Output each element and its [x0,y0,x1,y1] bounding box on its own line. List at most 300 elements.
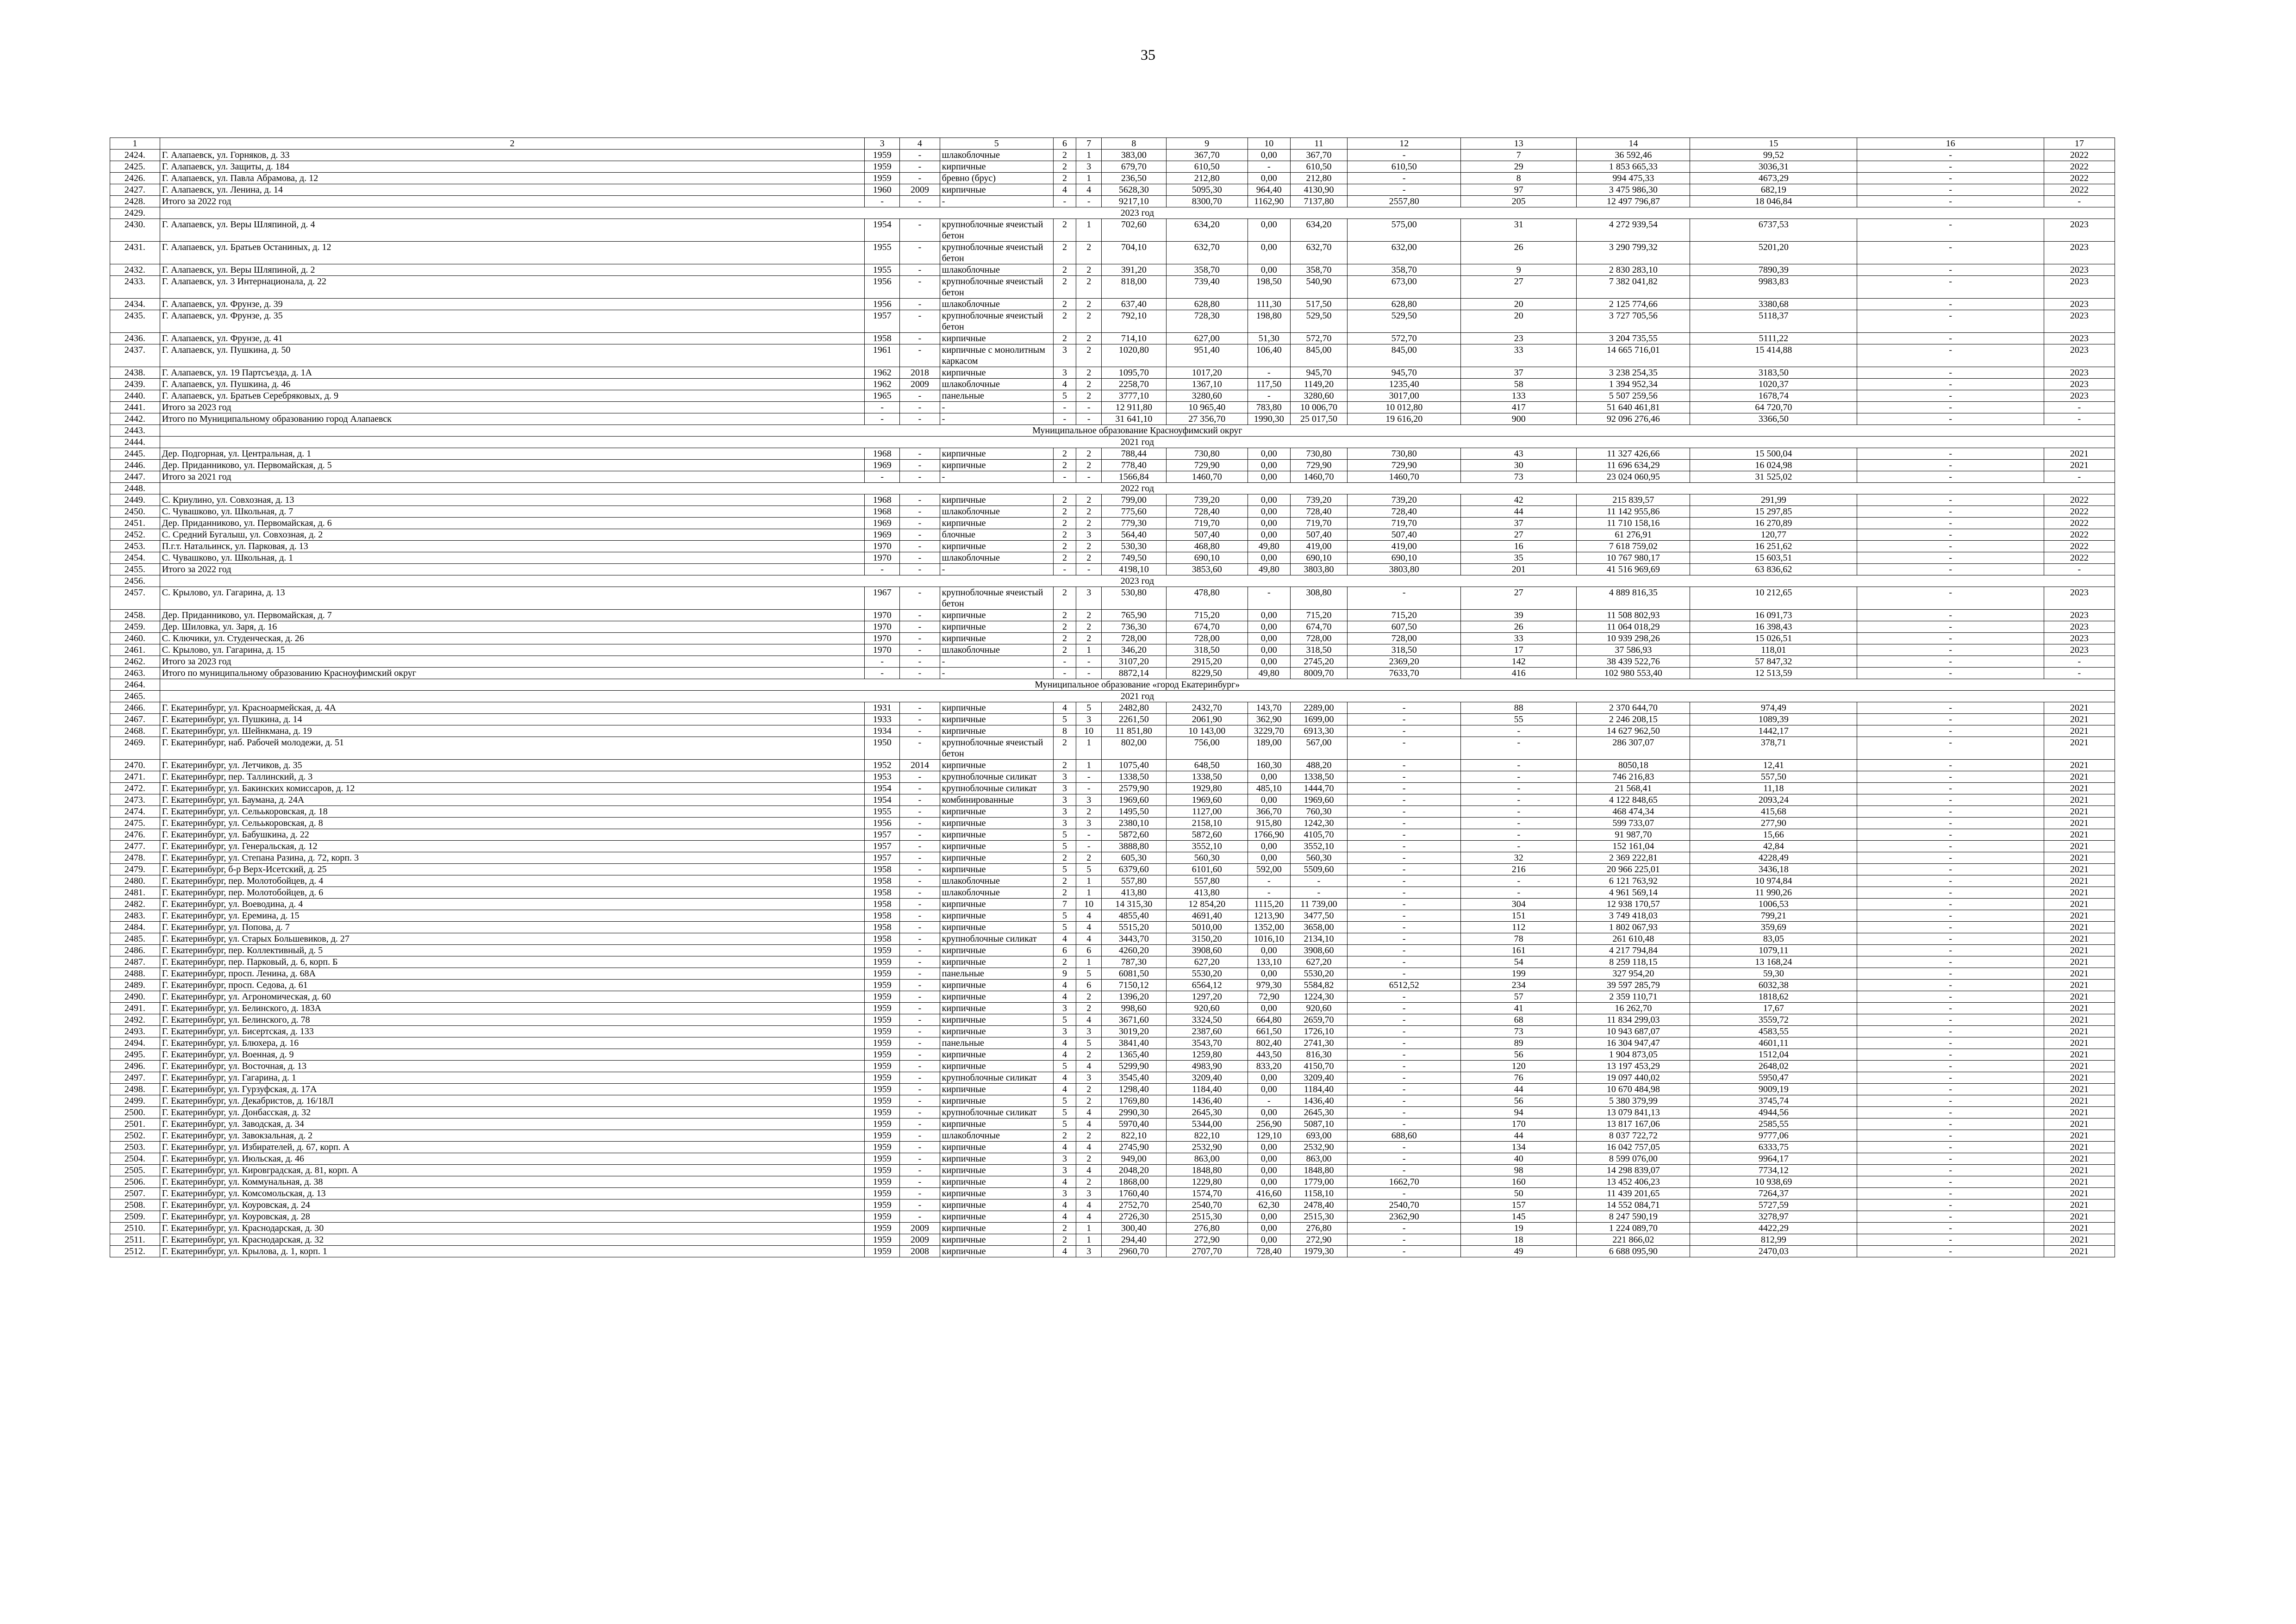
wall-material-cell: кирпичные [940,702,1053,714]
value-cell: 6913,30 [1290,725,1348,737]
value-cell: 170 [1461,1118,1577,1130]
row-number: 2483. [110,910,160,922]
value-cell: 2021 [2044,794,2115,806]
value-cell: 0,00 [1248,621,1290,633]
value-cell: 383,00 [1102,150,1166,161]
value-cell: 3559,72 [1690,1014,1857,1026]
value-cell: 1158,10 [1290,1188,1348,1199]
value-cell: 7734,12 [1690,1165,1857,1176]
value-cell: 2023 [2044,276,2115,299]
value-cell: - [900,1130,940,1142]
value-cell: 63 836,62 [1690,564,1857,575]
value-cell: 2021 [2044,818,2115,829]
value-cell: 19 097 440,02 [1577,1072,1690,1084]
value-cell: 5 [1053,390,1076,402]
value-cell: 5 [1053,1095,1076,1107]
value-cell: 7 382 041,82 [1577,276,1690,299]
value-cell: 5872,60 [1166,829,1248,841]
wall-material-cell: крупноблочные силикат [940,1107,1053,1118]
value-cell: 1953 [865,771,900,783]
value-cell: 979,30 [1248,980,1290,991]
value-cell: 4 961 569,14 [1577,887,1690,899]
value-cell: 783,80 [1248,402,1290,413]
value-cell: - [1857,184,2044,196]
wall-material-cell: - [940,402,1053,413]
value-cell: 690,10 [1348,552,1461,564]
wall-material-cell: кирпичные [940,864,1053,875]
value-cell: 2021 [2044,1165,2115,1176]
value-cell: 3 [1053,794,1076,806]
value-cell: 358,70 [1290,264,1348,276]
value-cell: - [1348,899,1461,910]
value-cell: - [865,471,900,483]
value-cell: 530,30 [1102,541,1166,552]
value-cell: 142 [1461,656,1577,668]
table-row [110,506,2115,518]
value-cell: 2021 [2044,1095,2115,1107]
value-cell: - [1857,219,2044,242]
value-cell: 2960,70 [1102,1246,1166,1257]
wall-material-cell: - [940,668,1053,679]
wall-material-cell: - [940,471,1053,483]
value-cell: 4150,70 [1290,1061,1348,1072]
value-cell: 0,00 [1248,968,1290,980]
value-cell: 688,60 [1348,1130,1461,1142]
value-cell: 4 [1076,1211,1102,1223]
value-cell: 2009 [900,1234,940,1246]
value-cell: 2048,20 [1102,1165,1166,1176]
value-cell: 2 [1053,956,1076,968]
value-cell: 2362,90 [1348,1211,1461,1223]
row-number: 2428. [110,196,160,207]
value-cell: 7150,12 [1102,980,1166,991]
table-row [110,299,2115,310]
value-cell: - [1461,818,1577,829]
value-cell: 2021 [2044,725,2115,737]
value-cell: 739,20 [1348,494,1461,506]
value-cell: 2 [1053,448,1076,460]
value-cell: 59,30 [1690,968,1857,980]
value-cell: 8 [1461,173,1577,184]
value-cell: - [900,390,940,402]
value-cell: 2 [1076,991,1102,1003]
value-cell: 2645,30 [1166,1107,1248,1118]
wall-material-cell: кирпичные [940,541,1053,552]
value-cell: 2 [1076,379,1102,390]
table-row [110,991,2115,1003]
value-cell: 1969 [865,518,900,529]
value-cell: 27 [1461,587,1577,610]
row-number: 2456. [110,575,160,587]
value-cell: 2 359 110,71 [1577,991,1690,1003]
table-row [110,1153,2115,1165]
address-cell: Г. Алапаевск, ул. Фрунзе, д. 41 [160,333,865,344]
value-cell: 5 [1076,968,1102,980]
wall-material-cell: кирпичные [940,161,1053,173]
value-cell: 2021 [2044,968,2115,980]
row-number: 2461. [110,644,160,656]
row-number: 2490. [110,991,160,1003]
value-cell: 2 [1076,518,1102,529]
value-cell: 690,10 [1290,552,1348,564]
value-cell: 2 [1076,541,1102,552]
value-cell: 2 [1076,1003,1102,1014]
value-cell: - [1348,737,1461,760]
value-cell: - [1857,299,2044,310]
wall-material-cell: кирпичные [940,1095,1053,1107]
column-number: 5 [940,138,1053,150]
table-row [110,864,2115,875]
wall-material-cell: шлакоблочные [940,150,1053,161]
value-cell: 2 [1053,333,1076,344]
value-cell: 2 [1053,1234,1076,1246]
wall-material-cell: кирпичные [940,448,1053,460]
value-cell: 5 [1053,1118,1076,1130]
value-cell: 2 [1053,644,1076,656]
value-cell: 3 [1053,1165,1076,1176]
section-row [110,679,2115,691]
value-cell: 1127,00 [1166,806,1248,818]
value-cell: 6 [1053,945,1076,956]
value-cell: 863,00 [1166,1153,1248,1165]
row-number: 2494. [110,1037,160,1049]
value-cell: 627,20 [1290,956,1348,968]
value-cell: - [1348,1026,1461,1037]
value-cell: 1760,40 [1102,1188,1166,1199]
value-cell: - [1857,264,2044,276]
value-cell: 2021 [2044,1003,2115,1014]
value-cell: 5628,30 [1102,184,1166,196]
value-cell: 58 [1461,379,1577,390]
value-cell: 10 [1076,725,1102,737]
value-cell: 702,60 [1102,219,1166,242]
table-row [110,644,2115,656]
value-cell: 572,70 [1290,333,1348,344]
value-cell: 215 839,57 [1577,494,1690,506]
row-number: 2492. [110,1014,160,1026]
address-cell: Г. Екатеринбург, пер. Коллективный, д. 5 [160,945,865,956]
value-cell: 0,00 [1248,518,1290,529]
value-cell: 2021 [2044,1061,2115,1072]
value-cell: 0,00 [1248,1234,1290,1246]
value-cell: 1967 [865,587,900,610]
value-cell: 2021 [2044,1153,2115,1165]
wall-material-cell: кирпичные [940,367,1053,379]
value-cell: 1961 [865,344,900,367]
value-cell: 3 [1053,344,1076,367]
value-cell: - [1053,471,1076,483]
value-cell: - [900,644,940,656]
wall-material-cell: кирпичные [940,922,1053,933]
wall-material-cell: кирпичные [940,1142,1053,1153]
value-cell: - [900,1037,940,1049]
value-cell: 2 246 208,15 [1577,714,1690,725]
value-cell: 0,00 [1248,529,1290,541]
value-cell: 111,30 [1248,299,1290,310]
table-row [110,276,2115,299]
value-cell: 2021 [2044,887,2115,899]
value-cell: 8 247 590,19 [1577,1211,1690,1223]
value-cell: 117,50 [1248,379,1290,390]
wall-material-cell: крупноблочные ячеистый бетон [940,242,1053,264]
value-cell: 2022 [2044,541,2115,552]
value-cell: - [1857,390,2044,402]
value-cell: 1968 [865,506,900,518]
value-cell: 300,40 [1102,1223,1166,1234]
value-cell: - [1857,991,2044,1003]
value-cell: 2 [1076,390,1102,402]
value-cell: 1958 [865,887,900,899]
value-cell: 507,40 [1290,529,1348,541]
value-cell: 120 [1461,1061,1577,1072]
column-number: 10 [1248,138,1290,150]
value-cell: 920,60 [1166,1003,1248,1014]
column-number: 14 [1577,138,1690,150]
row-number: 2488. [110,968,160,980]
value-cell: 2 [1053,633,1076,644]
value-cell: 2 [1053,541,1076,552]
value-cell: 2023 [2044,610,2115,621]
value-cell: 485,10 [1248,783,1290,794]
value-cell: 1229,80 [1166,1176,1248,1188]
value-cell: - [1857,621,2044,633]
value-cell: 39 [1461,610,1577,621]
value-cell: 7 618 759,02 [1577,541,1690,552]
value-cell: 1970 [865,621,900,633]
value-cell: 0,00 [1248,1003,1290,1014]
value-cell: 951,40 [1166,344,1248,367]
table-row [110,899,2115,910]
value-cell: 4198,10 [1102,564,1166,575]
row-number: 2501. [110,1118,160,1130]
value-cell: 358,70 [1348,264,1461,276]
value-cell: 1 853 665,33 [1577,161,1690,173]
address-cell: Г. Екатеринбург, ул. Красноармейская, д. 4А [160,702,865,714]
column-number: 13 [1461,138,1577,150]
value-cell: 2432,70 [1166,702,1248,714]
value-cell: 1779,00 [1290,1176,1348,1188]
value-cell: 1959 [865,1095,900,1107]
value-cell: 10 943 687,07 [1577,1026,1690,1037]
value-cell: - [900,1095,940,1107]
value-cell: - [1857,633,2044,644]
value-cell: 3209,40 [1290,1072,1348,1084]
value-cell: 0,00 [1248,1084,1290,1095]
value-cell: 27 356,70 [1166,413,1248,425]
value-cell: - [1348,783,1461,794]
value-cell: - [1857,1118,2044,1130]
value-cell: 3 204 735,55 [1577,333,1690,344]
value-cell: 3019,20 [1102,1026,1166,1037]
value-cell: 0,00 [1248,794,1290,806]
table-row [110,910,2115,922]
value-cell: 443,50 [1248,1049,1290,1061]
address-cell: Г. Алапаевск, ул. 19 Партсъезда, д. 1А [160,367,865,379]
value-cell: 15 414,88 [1690,344,1857,367]
value-cell: 2585,55 [1690,1118,1857,1130]
value-cell: 8872,14 [1102,668,1166,679]
value-cell: - [1857,460,2044,471]
value-cell: 2022 [2044,150,2115,161]
value-cell: 2 [1053,529,1076,541]
value-cell: 15,66 [1690,829,1857,841]
value-cell: 19 616,20 [1348,413,1461,425]
value-cell: 5 [1053,864,1076,875]
value-cell: - [1248,875,1290,887]
value-cell: 964,40 [1248,184,1290,196]
address-cell: Г. Екатеринбург, просп. Седова, д. 61 [160,980,865,991]
value-cell: 145 [1461,1211,1577,1223]
value-cell: 2648,02 [1690,1061,1857,1072]
value-cell: - [900,1084,940,1095]
value-cell: - [900,1061,940,1072]
value-cell: 0,00 [1248,644,1290,656]
value-cell: 605,30 [1102,852,1166,864]
value-cell: 2 [1053,760,1076,771]
value-cell: - [1857,656,2044,668]
value-cell: 4 [1053,379,1076,390]
value-cell: 845,00 [1290,344,1348,367]
value-cell: - [1248,390,1290,402]
value-cell: 1726,10 [1290,1026,1348,1037]
table-row [110,564,2115,575]
value-cell: 12,41 [1690,760,1857,771]
address-cell: Г. Екатеринбург, ул. Бисертская, д. 133 [160,1026,865,1037]
row-number: 2503. [110,1142,160,1153]
value-cell: 2 [1076,506,1102,518]
value-cell: 1958 [865,875,900,887]
value-cell: 2 [1076,806,1102,818]
table-row [110,310,2115,333]
address-cell: Г. Екатеринбург, ул. Белинского, д. 183А [160,1003,865,1014]
value-cell: 133,10 [1248,956,1290,968]
value-cell: - [1857,379,2044,390]
address-cell: Дер. Приданниково, ул. Первомайская, д. 6 [160,518,865,529]
value-cell: 11 739,00 [1290,899,1348,910]
value-cell: 76 [1461,1072,1577,1084]
value-cell: 5515,20 [1102,922,1166,933]
value-cell: 863,00 [1290,1153,1348,1165]
value-cell: 5 [1076,1037,1102,1049]
value-cell: 152 161,04 [1577,841,1690,852]
value-cell: 9983,83 [1690,276,1857,299]
column-number: 2 [160,138,865,150]
wall-material-cell: кирпичные [940,818,1053,829]
value-cell: 2540,70 [1348,1199,1461,1211]
value-cell: 632,70 [1166,242,1248,264]
value-cell: 55 [1461,714,1577,725]
wall-material-cell: кирпичные [940,494,1053,506]
value-cell: - [900,621,940,633]
value-cell: 1959 [865,980,900,991]
table-row [110,841,2115,852]
value-cell: 599 733,07 [1577,818,1690,829]
value-cell: 5 [1053,714,1076,725]
value-cell: 5095,30 [1166,184,1248,196]
value-cell: - [900,460,940,471]
value-cell: 6081,50 [1102,968,1166,980]
value-cell: 49 [1461,1246,1577,1257]
address-cell: С. Чувашково, ул. Школьная, д. 1 [160,552,865,564]
wall-material-cell: кирпичные [940,1118,1053,1130]
address-cell: Г. Екатеринбург, ул. Воеводина, д. 4 [160,899,865,910]
address-cell: Итого за 2022 год [160,196,865,207]
value-cell: - [1053,668,1076,679]
value-cell: 11 508 802,93 [1577,610,1690,621]
row-number: 2453. [110,541,160,552]
value-cell: 690,10 [1166,552,1248,564]
value-cell: 507,40 [1348,529,1461,541]
table-row [110,1188,2115,1199]
value-cell: - [900,829,940,841]
value-cell: 920,60 [1290,1003,1348,1014]
value-cell: - [865,656,900,668]
row-number: 2449. [110,494,160,506]
value-cell: 7137,80 [1290,196,1348,207]
wall-material-cell: кирпичные [940,714,1053,725]
value-cell: 419,00 [1348,541,1461,552]
value-cell: 778,40 [1102,460,1166,471]
value-cell: 13 197 453,29 [1577,1061,1690,1072]
value-cell: - [1857,494,2044,506]
row-number: 2477. [110,841,160,852]
value-cell: 1959 [865,1223,900,1234]
row-number: 2496. [110,1061,160,1072]
value-cell: 0,00 [1248,173,1290,184]
row-number: 2500. [110,1107,160,1118]
value-cell: - [900,610,940,621]
value-cell: - [1857,644,2044,656]
value-cell: 1952 [865,760,900,771]
row-number: 2498. [110,1084,160,1095]
value-cell: - [1857,1014,2044,1026]
value-cell: 2659,70 [1290,1014,1348,1026]
value-cell: - [900,333,940,344]
value-cell: 2021 [2044,771,2115,783]
value-cell: 3 475 986,30 [1577,184,1690,196]
value-cell: - [1348,1246,1461,1257]
wall-material-cell: кирпичные [940,1026,1053,1037]
value-cell: 32 [1461,852,1577,864]
value-cell: 6 688 095,90 [1577,1246,1690,1257]
value-cell: 151 [1461,910,1577,922]
value-cell: 2 [1053,173,1076,184]
value-cell: 44 [1461,506,1577,518]
value-cell: 567,00 [1290,737,1348,760]
address-cell: Г. Екатеринбург, ул. Коуровская, д. 28 [160,1211,865,1223]
value-cell: 3 [1076,1246,1102,1257]
value-cell: 3 749 418,03 [1577,910,1690,922]
column-number: 3 [865,138,900,150]
value-cell: 3908,60 [1290,945,1348,956]
value-cell: 1979,30 [1290,1246,1348,1257]
value-cell: - [900,968,940,980]
value-cell: 2 [1053,161,1076,173]
table-row [110,668,2115,679]
value-cell: 1959 [865,150,900,161]
row-number: 2512. [110,1246,160,1257]
wall-material-cell: кирпичные [940,910,1053,922]
value-cell: - [1857,310,2044,333]
value-cell: - [1348,1234,1461,1246]
value-cell: 1 [1076,737,1102,760]
value-cell: - [1348,1003,1461,1014]
value-cell: 35 [1461,552,1577,564]
value-cell: 2 [1076,1084,1102,1095]
value-cell: 787,30 [1102,956,1166,968]
value-cell: 4 [1076,1165,1102,1176]
value-cell: 2021 [2044,1118,2115,1130]
